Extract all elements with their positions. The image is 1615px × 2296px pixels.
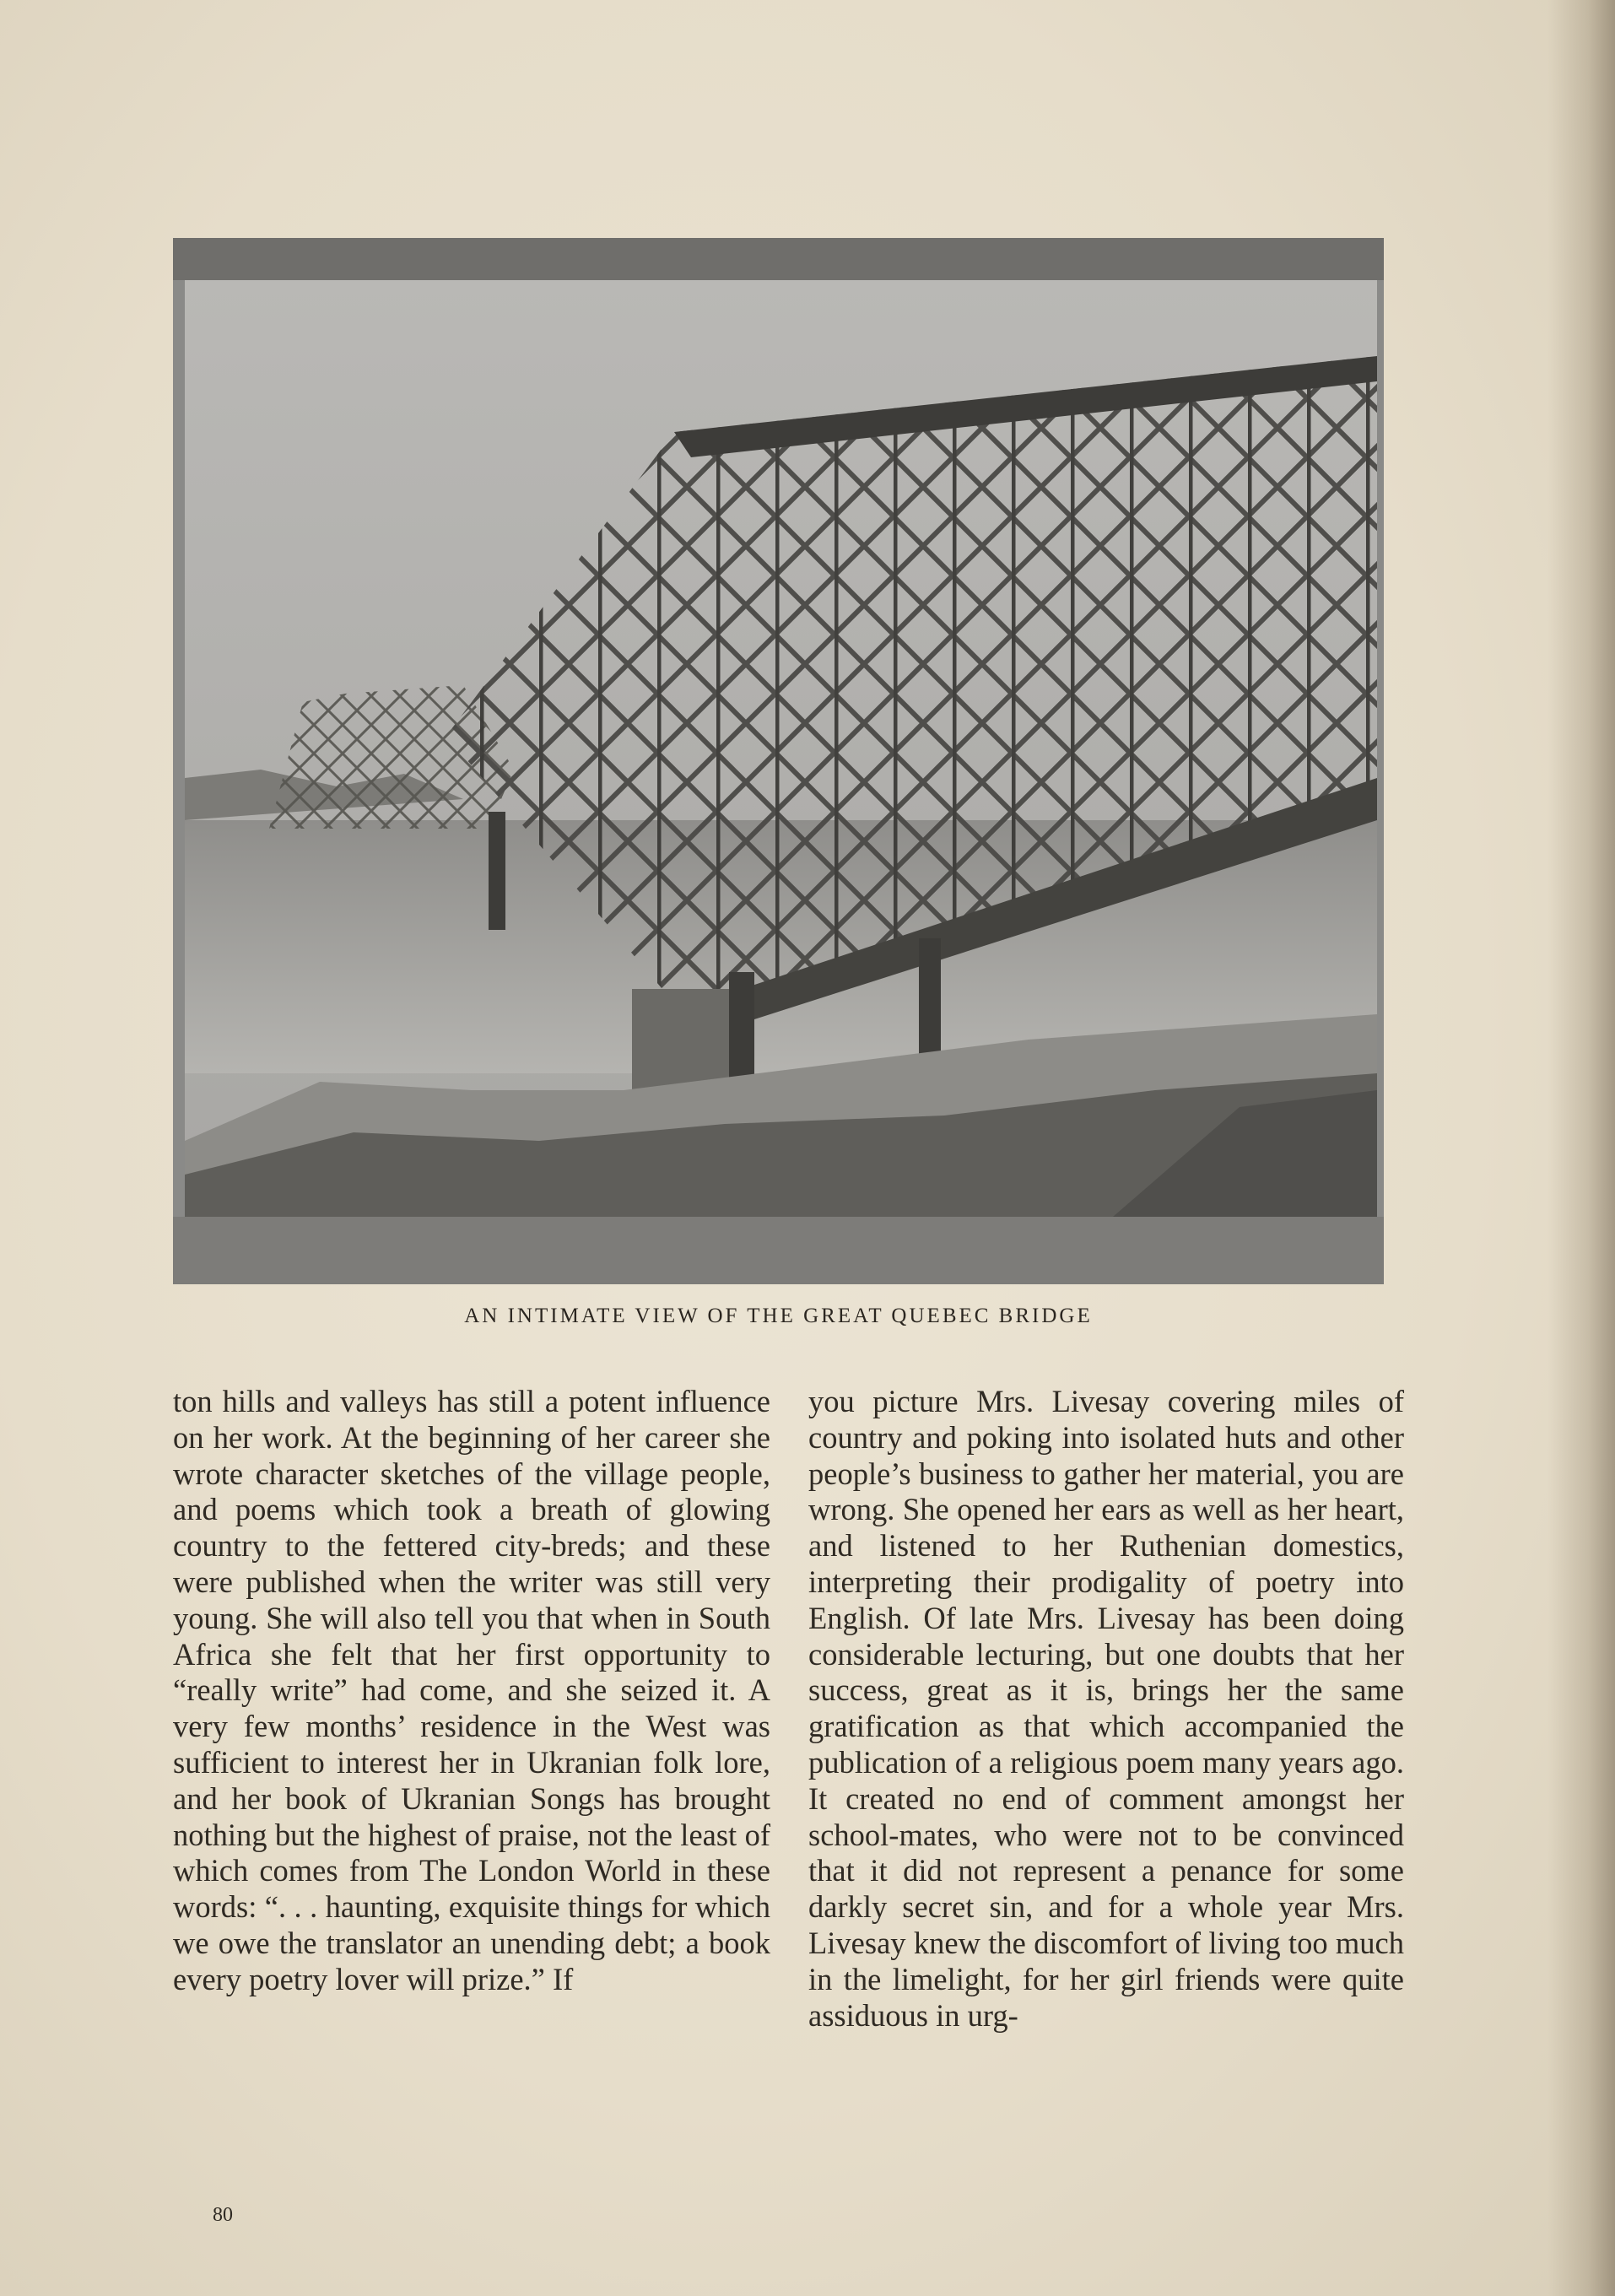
article-column-left [173, 1384, 770, 1998]
photo-top-band [173, 238, 1384, 280]
page-edge-shadow [1547, 0, 1615, 2296]
figure-caption: AN INTIMATE VIEW OF THE GREAT QUEBEC BRIDGE [464, 1305, 1093, 1327]
column-left-text: ton hills and valleys has still a potent influence on her work. At the beginning of her career she wrote character sketches of the village people, and poems which took a breath of glowing country to the fettered city-breds; and these were published when the writer was still very young. She will also tell you that when in South Africa she felt that her first opportunity to “really write” had come, and she seized it. A very few months’ residence in the West was sufficient to interest her in Ukranian folk lore, and her book of Ukranian Songs has brought nothing but the highest of praise, not the least of which comes from The London World in these words: “. . . haunting, exquisite things for which we owe the translator an unending debt; a book every poetry lover will prize.” If [173, 1384, 770, 1996]
photo-bottom-band [173, 1217, 1384, 1284]
quebec-bridge-image [185, 280, 1377, 1217]
article-column-right [808, 1384, 1404, 2034]
bridge-photograph [173, 238, 1384, 1284]
page-number: 80 [213, 2204, 233, 2226]
column-right-text: you picture Mrs. Livesay covering miles of country and poking into isolated huts and other people’s business to gather her material, you are wrong. She opened her ears as well as her heart, and listened to her Ruthenian domestics, interpreting their prodigality of poetry into English. Of late Mrs. Livesay has been doing considerable lecturing, but one doubts that her success, great as it is, brings her the same gratification as that which accompanied the publication of a religious poem many years ago. It created no end of comment amongst her school-mates, who were not to be convinced that it did not represent a penance for some darkly secret sin, and for a whole year Mrs. Livesay knew the discomfort of living too much in the limelight, for her girl friends were quite assiduous in urg- [808, 1384, 1404, 2033]
